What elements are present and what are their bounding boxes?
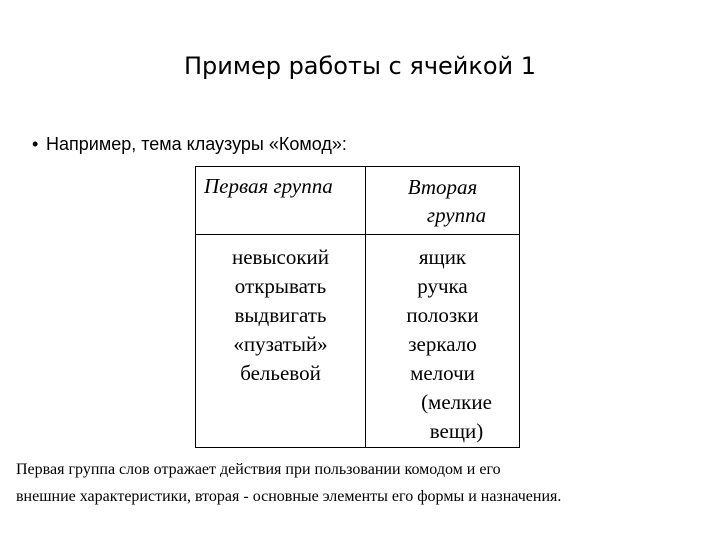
caption-line-1: Первая группа слов отражает действия при пользовании комодом и его xyxy=(16,461,501,478)
header-second-group xyxy=(366,167,520,235)
table-header-row xyxy=(196,167,520,235)
list-item: «пузатый» xyxy=(233,332,328,356)
list-item: зеркало xyxy=(408,332,477,356)
bullet-text: Например, тема клаузуры «Комод»: xyxy=(46,134,347,154)
list-item: открывать xyxy=(234,274,327,298)
caption-text xyxy=(16,456,716,510)
table-body-row xyxy=(196,235,520,448)
first-group-words xyxy=(196,235,366,448)
second-group-words xyxy=(366,235,520,448)
header-second-group-line-2: группа xyxy=(426,203,487,227)
word-groups-table xyxy=(195,166,520,448)
bullet-marker: • xyxy=(32,134,39,154)
slide-title: Пример работы с ячейкой 1 xyxy=(183,52,537,80)
list-item: выдвигать xyxy=(234,303,327,327)
list-item: (мелкие xyxy=(421,390,492,414)
list-item: ящик xyxy=(418,245,467,269)
bullet-item xyxy=(32,133,347,155)
list-item: бельевой xyxy=(240,361,321,385)
list-item: вещи) xyxy=(429,419,484,443)
caption-line-2: внешние характеристики, вторая - основные элементы его формы и назначения. xyxy=(16,488,562,505)
header-first-group xyxy=(196,167,366,235)
list-item: невысокий xyxy=(231,245,330,269)
list-item: ручка xyxy=(417,274,468,298)
header-second-group-line-1: Вторая xyxy=(407,175,478,199)
header-first-group-text: Первая группа xyxy=(204,174,333,198)
list-item: мелочи xyxy=(410,361,475,385)
list-item: полозки xyxy=(406,303,479,327)
